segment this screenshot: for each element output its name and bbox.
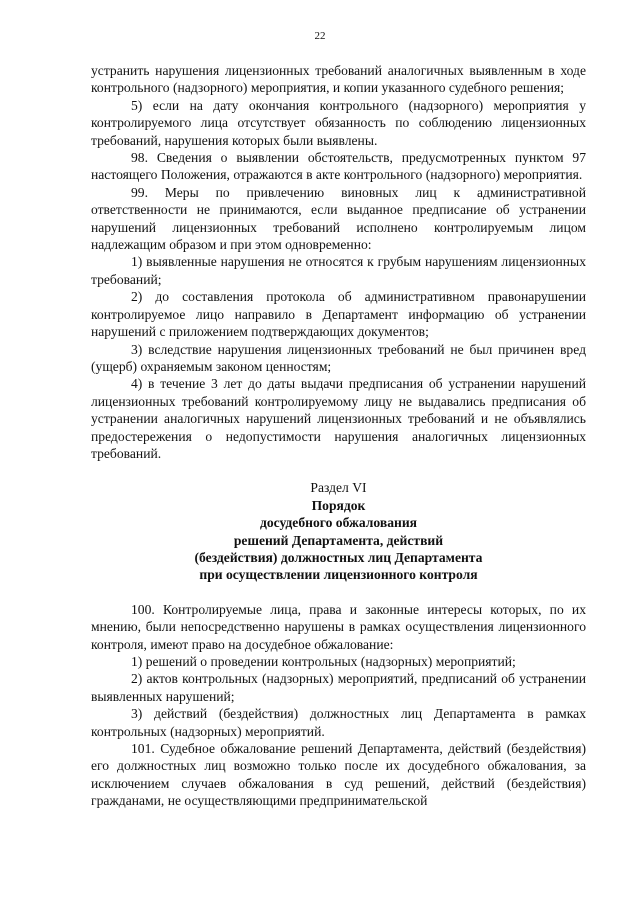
section-title-line: Порядок xyxy=(311,497,366,513)
paragraph-99-item-2: 2) до составления протокола об административном правонарушении контролируемое лицо направило в Департамент информацию об устранении нарушений с приложением подтверждающих документов; xyxy=(91,289,586,340)
paragraph-continuation: устранить нарушения лицензионных требований аналогичных выявленным в ходе контрольного (надзорного) мероприятия, и копии указанного судебного решения; xyxy=(91,63,586,96)
paragraph-97-item-5: 5) если на дату окончания контрольного (надзорного) мероприятия у контролируемого лица отсутствует обязанность по соблюдению лицензионных требований, нарушения которых были выявлены. xyxy=(91,97,586,148)
section-title-line: (бездействия) должностных лиц Департамента xyxy=(194,549,483,565)
paragraph-99-item-1: 1) выявленные нарушения не относятся к грубым нарушениям лицензионных требований; xyxy=(91,254,586,287)
paragraph-100-item-2: 2) актов контрольных (надзорных) мероприятий, предписаний об устранении выявленных нарушений; xyxy=(91,671,586,704)
section-heading xyxy=(91,479,586,583)
paragraph-99-item-4: 4) в течение 3 лет до даты выдачи предписания об устранении нарушений лицензионных требований контролируемому лицу не выдавались предписания об устранении аналогичных нарушений лицензионных требований и не объявлялись предостережения о недопустимости нарушения аналогичных лицензионных требований. xyxy=(91,376,586,461)
paragraph-98: 98. Сведения о выявлении обстоятельств, предусмотренных пунктом 97 настоящего Положения, отражаются в акте контрольного (надзорного) мероприятия. xyxy=(91,150,586,183)
section-title-line: досудебного обжалования xyxy=(259,515,418,531)
section-title-line: решений Департамента, действий xyxy=(233,532,444,548)
paragraph-99: 99. Меры по привлечению виновных лиц к административной ответственности не принимаются, если выданное предписание об устранении нарушений лицензионных требований исполнено контролируемым лицом надлежащим образом и при этом одновременно: xyxy=(91,184,586,253)
section-label: Раздел VI xyxy=(310,480,367,496)
paragraph-100-item-3: 3) действий (бездействия) должностных лиц Департамента в рамках контрольных (надзорных) мероприятий. xyxy=(91,706,586,739)
paragraph-101: 101. Судебное обжалование решений Департамента, действий (бездействия) его должностных лиц возможно только после их досудебного обжалования, за исключением случаев обжалования в суд решений, действий (бездействия) гражданами, не осуществляющими предпринимательской xyxy=(91,741,586,809)
section-title-line: при осуществлении лицензионного контроля xyxy=(199,567,478,583)
paragraph-100: 100. Контролируемые лица, права и законные интересы которых, по их мнению, были непосредственно нарушены в рамках осуществления лицензионного контроля, имеют право на досудебное обжалование: xyxy=(91,601,586,652)
paragraph-100-item-1: 1) решений о проведении контрольных (надзорных) мероприятий; xyxy=(131,654,516,669)
page-number: 22 xyxy=(314,30,326,42)
document-body xyxy=(91,62,586,810)
paragraph-99-item-3: 3) вследствие нарушения лицензионных требований не был причинен вред (ущерб) охраняемым законом ценностям; xyxy=(91,341,586,374)
